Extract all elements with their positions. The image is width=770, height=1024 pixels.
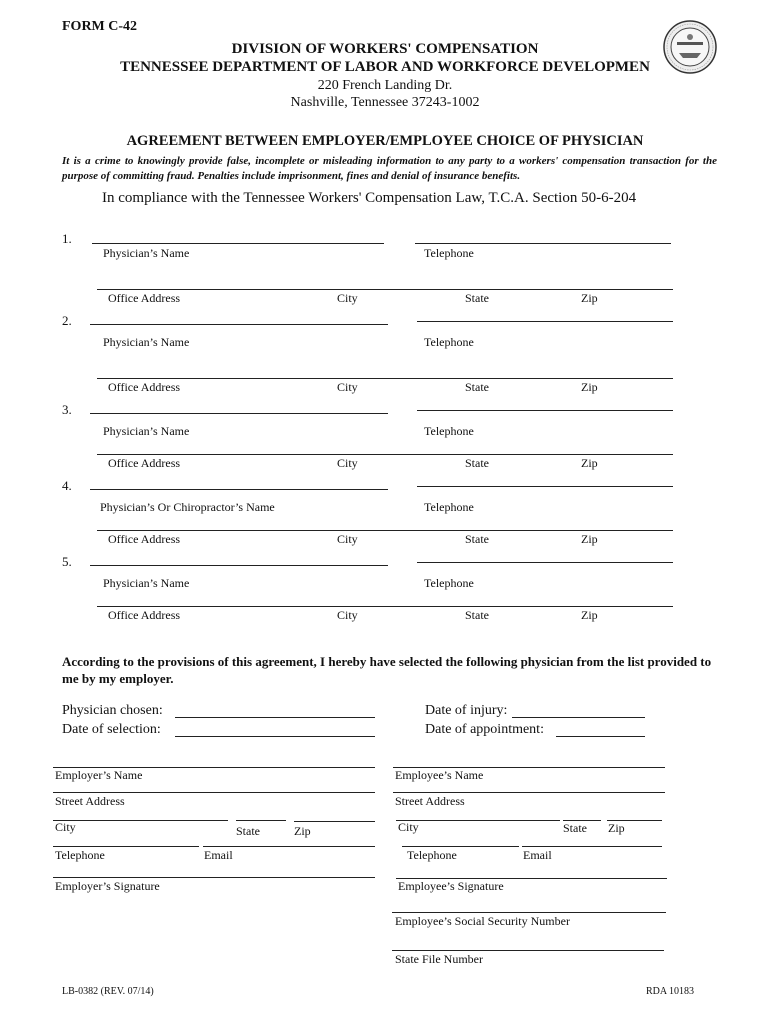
employer-email-label: Email xyxy=(204,848,233,862)
office-address-label: Office Address xyxy=(108,532,181,546)
compliance-statement: In compliance with the Tennessee Workers' Compensation Law, T.C.A. Section 50-6-204 xyxy=(102,190,637,206)
employee-email-label: Email xyxy=(523,848,552,862)
employee-city-label: City xyxy=(398,820,419,834)
telephone-field[interactable] xyxy=(417,562,673,563)
physician-name-label: Physician’s Name xyxy=(103,424,190,438)
rda-code: RDA 10183 xyxy=(646,986,695,997)
physician-name-label: Physician’s Or Chiropractor’s Name xyxy=(100,500,275,514)
telephone-label: Telephone xyxy=(424,424,474,438)
division-title: DIVISION OF WORKERS' COMPENSATION xyxy=(231,41,539,57)
date-of-selection-field[interactable] xyxy=(175,736,375,737)
physician-name-field[interactable] xyxy=(90,489,388,490)
office-address-field[interactable] xyxy=(97,378,673,379)
tennessee-seal-icon xyxy=(663,20,717,74)
employer-zip-field[interactable] xyxy=(294,821,375,822)
employee-telephone-label: Telephone xyxy=(407,848,457,862)
employer-signature-field[interactable] xyxy=(53,877,375,878)
employer-zip-label: Zip xyxy=(294,824,311,838)
physician-chosen-field[interactable] xyxy=(175,717,375,718)
zip-label: Zip xyxy=(581,456,598,470)
agreement-title: AGREEMENT BETWEEN EMPLOYER/EMPLOYEE CHOICE OF PHYSICIAN xyxy=(126,133,644,149)
telephone-field[interactable] xyxy=(415,243,671,244)
physician-chosen-label: Physician chosen: xyxy=(62,703,163,718)
date-of-appointment-label: Date of appointment: xyxy=(425,722,544,737)
office-address-field[interactable] xyxy=(97,606,673,607)
employee-zip-label: Zip xyxy=(608,821,625,835)
zip-label: Zip xyxy=(581,380,598,394)
employee-state-label: State xyxy=(563,821,587,835)
city-label: City xyxy=(337,532,358,546)
employer-signature-label: Employer’s Signature xyxy=(55,879,160,893)
employer-city-label: City xyxy=(55,820,76,834)
state-label: State xyxy=(465,608,489,622)
department-title: TENNESSEE DEPARTMENT OF LABOR AND WORKFORCE DEVELOPMEN xyxy=(120,59,650,75)
state-file-number-field[interactable] xyxy=(392,950,664,951)
state-file-number-label: State File Number xyxy=(395,952,483,966)
physician-name-field[interactable] xyxy=(92,243,384,244)
office-address-field[interactable] xyxy=(97,454,673,455)
date-of-injury-field[interactable] xyxy=(512,717,645,718)
office-address-field[interactable] xyxy=(97,289,673,290)
telephone-label: Telephone xyxy=(424,576,474,590)
employee-telephone-field[interactable] xyxy=(402,846,519,847)
employee-street-label: Street Address xyxy=(395,794,465,808)
employee-name-label: Employee’s Name xyxy=(395,768,484,782)
selection-statement: According to the provisions of this agreement, I hereby have selected the following physician from the list provided to me by my employer. xyxy=(62,654,712,686)
employer-state-label: State xyxy=(236,824,260,838)
state-label: State xyxy=(465,380,489,394)
physician-name-label: Physician’s Name xyxy=(103,335,190,349)
entry-number: 5. xyxy=(62,554,72,569)
office-address-label: Office Address xyxy=(108,380,181,394)
entry-number: 2. xyxy=(62,313,72,328)
physician-name-label: Physician’s Name xyxy=(103,576,190,590)
fraud-warning: It is a crime to knowingly provide false, incomplete or misleading information to any party to a workers' compensation transaction for the purpose of committing fraud. Penalties include imprisonment, fines and denial of insurance benefits. xyxy=(62,155,717,182)
physician-name-field[interactable] xyxy=(90,565,388,566)
city-label: City xyxy=(337,291,358,305)
zip-label: Zip xyxy=(581,291,598,305)
employee-street-field[interactable] xyxy=(393,792,665,793)
address-line2: Nashville, Tennessee 37243-1002 xyxy=(290,95,480,110)
telephone-field[interactable] xyxy=(417,321,673,322)
telephone-label: Telephone xyxy=(424,500,474,514)
city-label: City xyxy=(337,456,358,470)
state-label: State xyxy=(465,291,489,305)
date-of-selection-label: Date of selection: xyxy=(62,722,161,737)
office-address-label: Office Address xyxy=(108,456,181,470)
employer-street-label: Street Address xyxy=(55,794,125,808)
telephone-field[interactable] xyxy=(417,486,673,487)
address-line1: 220 French Landing Dr. xyxy=(317,78,453,93)
telephone-field[interactable] xyxy=(417,410,673,411)
employee-signature-label: Employee’s Signature xyxy=(398,879,504,893)
state-label: State xyxy=(465,532,489,546)
employee-city-field[interactable] xyxy=(396,820,560,821)
employer-street-field[interactable] xyxy=(53,792,375,793)
employer-state-field[interactable] xyxy=(236,820,286,821)
zip-label: Zip xyxy=(581,608,598,622)
employee-ssn-field[interactable] xyxy=(392,912,666,913)
form-revision-code: LB-0382 (REV. 07/14) xyxy=(62,986,154,997)
office-address-label: Office Address xyxy=(108,291,181,305)
date-of-injury-label: Date of injury: xyxy=(425,703,508,718)
city-label: City xyxy=(337,380,358,394)
entry-number: 3. xyxy=(62,402,72,417)
date-of-appointment-field[interactable] xyxy=(556,736,645,737)
telephone-label: Telephone xyxy=(424,246,474,260)
zip-label: Zip xyxy=(581,532,598,546)
city-label: City xyxy=(337,608,358,622)
employer-telephone-label: Telephone xyxy=(55,848,105,862)
physician-name-label: Physician’s Name xyxy=(103,246,190,260)
physician-name-field[interactable] xyxy=(90,413,388,414)
employer-telephone-field[interactable] xyxy=(53,846,199,847)
state-label: State xyxy=(465,456,489,470)
telephone-label: Telephone xyxy=(424,335,474,349)
physician-name-field[interactable] xyxy=(90,324,388,325)
office-address-label: Office Address xyxy=(108,608,181,622)
office-address-field[interactable] xyxy=(97,530,673,531)
employee-ssn-label: Employee’s Social Security Number xyxy=(395,914,570,928)
form-id: FORM C-42 xyxy=(62,19,138,34)
employee-email-field[interactable] xyxy=(522,846,662,847)
employer-email-field[interactable] xyxy=(203,846,375,847)
entry-number: 1. xyxy=(62,231,72,246)
employer-name-label: Employer’s Name xyxy=(55,768,143,782)
employer-city-field[interactable] xyxy=(53,820,228,821)
entry-number: 4. xyxy=(62,478,72,493)
